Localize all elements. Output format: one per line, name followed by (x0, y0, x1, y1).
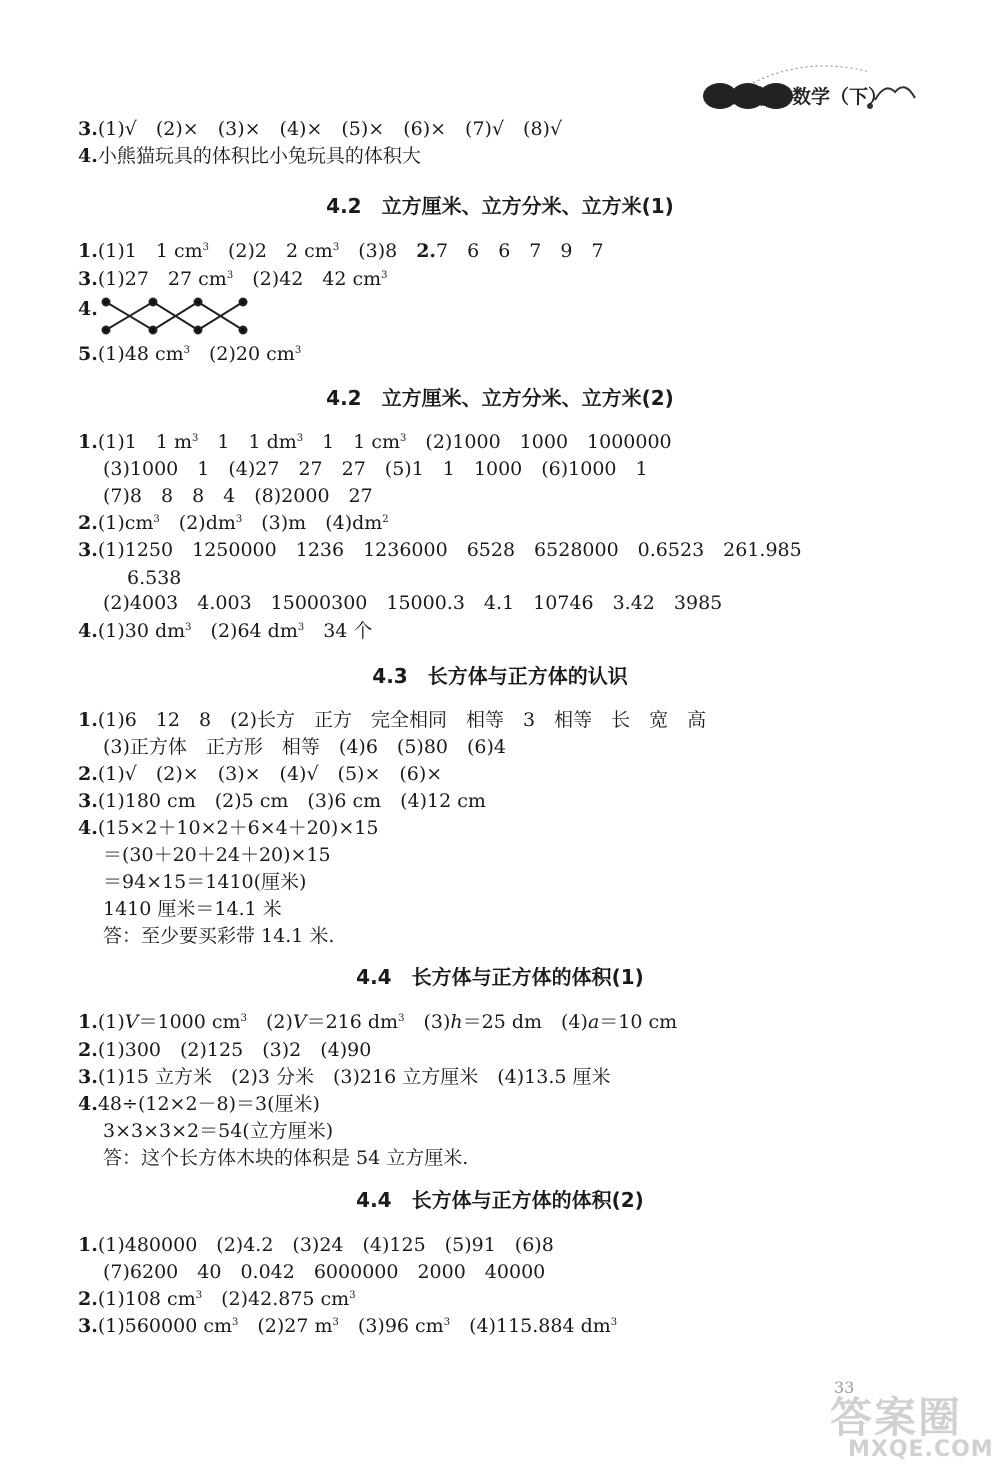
answer-line: (2)4003 4.003 15000300 15000.3 4.1 10746 3.42 3985 (103, 592, 723, 614)
answer-line: 1.(1)V＝1000 $cm^3$ (2)V＝216 $dm^3$ (3)h＝25 dm (4)a＝10 cm (78, 1011, 678, 1033)
section-title: 4.2 立方厘米、立方分米、立方米(1) (326, 194, 674, 218)
watermark-logo (820, 1385, 995, 1470)
matching-lines-diagram (98, 292, 258, 342)
section-title: 4.4 长方体与正方体的体积(2) (356, 1188, 644, 1212)
answer-line: 3.(1)27 27 $cm^3$ (2)42 42 $cm^3$ (78, 268, 388, 290)
answer-line: 4.(15×2＋10×2＋6×4＋20)×15 (78, 817, 379, 839)
answer-line: 3.(1)15 立方米 (2)3 分米 (3)216 立方厘米 (4)13.5 厘米 (78, 1066, 611, 1088)
answer-line: 1.(1)1 1 $cm^3$ (2)2 2 $cm^3$ (3)8 2.7 6 6 7 9 7 (78, 240, 604, 262)
answer-line: 1.(1)1 1 $m^3$ 1 1 $dm^3$ 1 1 $cm^3$ (2)1000 1000 1000000 (78, 431, 672, 453)
header-grade-label: 五年级 (716, 86, 777, 108)
answer-line: 3×3×3×2＝54(立方厘米) (103, 1120, 334, 1142)
answer-line: 6.538 (127, 567, 182, 589)
answer-line: $2.(1)cm^3$ $(2)dm^3$ (3)m $(4)dm^2$ (78, 512, 389, 534)
section-title: 4.4 长方体与正方体的体积(1) (356, 965, 644, 989)
answer-line: 3.(1)√ (2)× (3)× (4)× (5)× (6)× (7)√ (8)√ (78, 118, 563, 140)
answer-line: 4. (78, 298, 98, 320)
answer-line: ＝94×15＝1410(厘米) (103, 871, 307, 893)
answer-line: (7)8 8 8 4 (8)2000 27 (103, 485, 373, 507)
answer-line: ＝(30＋20＋24＋20)×15 (103, 844, 331, 866)
answer-line: 答：至少要买彩带 14.1 米. (103, 925, 335, 947)
answer-line: 2.(1)√ (2)× (3)× (4)√ (5)× (6)× (78, 763, 443, 785)
answer-line: (7)6200 40 0.042 6000000 2000 40000 (103, 1261, 546, 1283)
watermark-url: MXQE.COM (848, 1437, 994, 1462)
answer-line: 5.(1)48 $cm^3$ (2)20 $cm^3$ (78, 343, 302, 365)
answer-line: 4.48÷(12×2－8)＝3(厘米) (78, 1093, 320, 1115)
page-header (700, 62, 960, 122)
answer-line: 3.(1)560000 $cm^3$ (2)27 $m^3$ (3)96 $cm^3$ (4)115.884 $dm^3$ (78, 1315, 618, 1337)
answer-line: 2.(1)300 (2)125 (3)2 (4)90 (78, 1039, 372, 1061)
answer-line: (3)1000 1 (4)27 27 27 (5)1 1 1000 (6)1000 1 (103, 458, 648, 480)
watermark-text: 答案圈 (830, 1393, 963, 1442)
answer-line: 1.(1)480000 (2)4.2 (3)24 (4)125 (5)91 (6)8 (78, 1234, 554, 1256)
answer-line: 2.(1)108 $cm^3$ (2)42.875 $cm^3$ (78, 1288, 356, 1310)
page-number: 33 (834, 1378, 855, 1397)
answer-line: 1.(1)6 12 8 (2)长方 正方 完全相同 相等 3 相等 长 宽 高 (78, 709, 707, 731)
answer-line: 答：这个长方体木块的体积是 54 立方厘米. (103, 1147, 469, 1169)
answer-line: 4.小熊猫玩具的体积比小兔玩具的体积大 (78, 145, 421, 167)
answer-line: 3.(1)180 cm (2)5 cm (3)6 cm (4)12 cm (78, 790, 486, 812)
header-subject-label: 数学（下） (792, 86, 888, 108)
answer-line: 3.(1)1250 1250000 1236 1236000 6528 6528000 0.6523 261.985 (78, 539, 802, 561)
answer-line: 4.(1)30 $dm^3$ (2)64 $dm^3$ 34 个 (78, 620, 373, 642)
section-title: 4.3 长方体与正方体的认识 (372, 664, 628, 688)
section-title: 4.2 立方厘米、立方分米、立方米(2) (326, 386, 674, 410)
answer-line: 1410 厘米＝14.1 米 (103, 898, 282, 920)
answer-line: (3)正方体 正方形 相等 (4)6 (5)80 (6)4 (103, 736, 507, 758)
